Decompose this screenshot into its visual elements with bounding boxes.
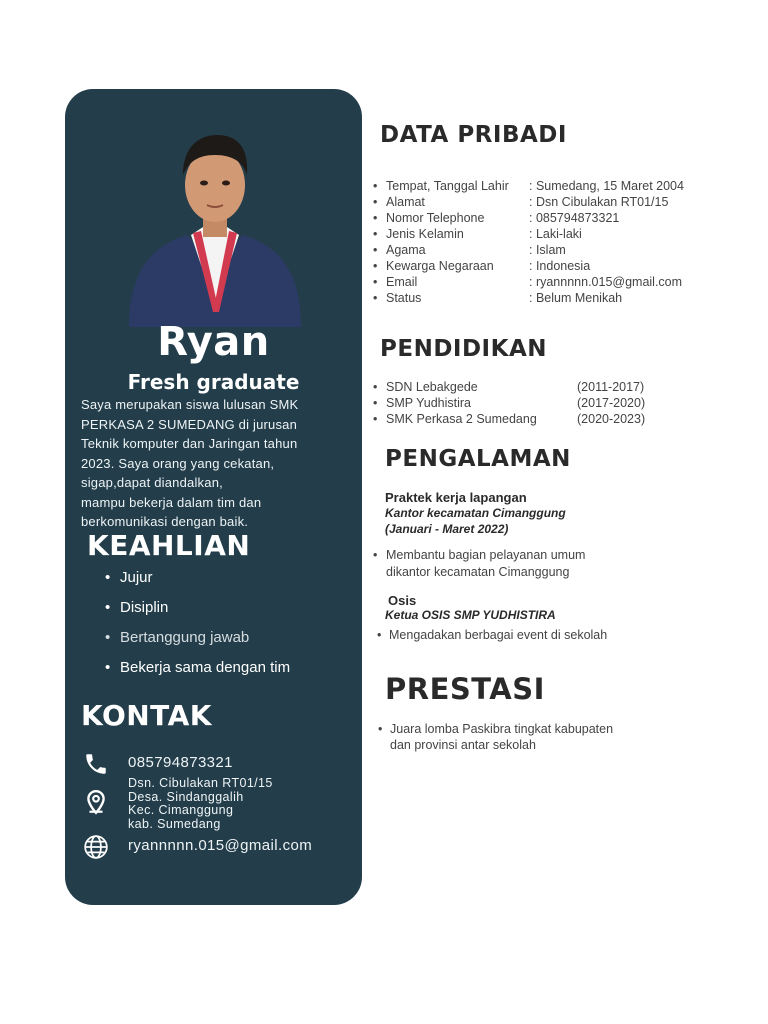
profile-photo: [127, 117, 303, 327]
job-description-line: Mengadakan berbagai event di sekolah: [389, 628, 608, 642]
field-label: Status: [386, 291, 422, 305]
about-line: 2023. Saya orang yang cekatan,: [81, 455, 275, 471]
field-label: Email: [386, 275, 418, 289]
address-line: kab. Sumedang: [128, 816, 221, 831]
person-role: Fresh graduate: [127, 370, 300, 394]
field-value: : Dsn Cibulakan RT01/15: [529, 195, 669, 209]
skills-list: [105, 567, 290, 687]
personal-data-heading: DATA PRIBADI: [380, 122, 567, 148]
field-label: Jenis Kelamin: [386, 227, 464, 241]
job-place: Kantor kecamatan Cimanggung: [385, 506, 566, 520]
achievement-line: dan provinsi antar sekolah: [390, 738, 536, 752]
about-line: sigap,dapat diandalkan,: [81, 475, 223, 490]
school-name: SMP Yudhistira: [386, 396, 472, 410]
field-value: : Islam: [529, 243, 566, 257]
about-line: mampu bekerja dalam tim dan: [81, 494, 262, 510]
address-line: Kec. Cimanggung: [128, 803, 234, 817]
sidebar-panel: [65, 89, 362, 905]
field-value: : Belum Menikah: [529, 291, 623, 305]
email-link[interactable]: ryannnnn.015@gmail.com: [128, 837, 313, 854]
experience-heading: PENGALAMAN: [385, 446, 571, 472]
field-value: : ryannnnn.015@gmail.com: [529, 275, 683, 289]
field-value: : 085794873321: [529, 211, 620, 225]
school-years: (2020-2023): [577, 412, 646, 426]
skills-heading: KEAHLIAN: [87, 529, 251, 562]
job-title: Osis: [388, 593, 417, 608]
achievements-heading: PRESTASI: [385, 672, 545, 706]
about-line: PERKASA 2 SUMEDANG di jurusan: [81, 416, 298, 432]
globe-icon: [83, 834, 109, 860]
school-name: SMK Perkasa 2 Sumedang: [386, 412, 537, 426]
skill-item: • Jujur: [105, 567, 290, 597]
address-block: [128, 777, 273, 831]
school-name: SDN Lebakgede: [386, 380, 478, 394]
about-line: Teknik komputer dan Jaringan tahun: [81, 436, 298, 451]
list-bullet: •: [378, 722, 383, 736]
skill-item: • Disiplin: [105, 597, 290, 627]
job-description-line: dikantor kecamatan Cimanggung: [386, 565, 570, 579]
job-role: Ketua OSIS SMP YUDHISTIRA: [385, 608, 556, 622]
about-text: [81, 395, 351, 532]
location-pin-icon: [83, 789, 109, 815]
field-label: Alamat: [386, 195, 425, 209]
address-line: Dsn. Cibulakan RT01/15: [128, 776, 273, 790]
education-heading: PENDIDIKAN: [380, 336, 547, 362]
list-bullet: •: [373, 548, 378, 562]
about-line: Saya merupakan siswa lulusan SMK: [81, 397, 299, 412]
school-years: (2011-2017): [577, 380, 645, 394]
phone-number[interactable]: 085794873321: [128, 754, 233, 771]
field-value: : Sumedang, 15 Maret 2004: [529, 179, 684, 193]
job-title: Praktek kerja lapangan: [385, 490, 527, 505]
list-bullet: •: [377, 628, 382, 642]
person-name: Ryan: [157, 319, 270, 365]
field-label: Nomor Telephone: [386, 211, 485, 225]
address-line: Desa. Sindanggalih: [128, 789, 244, 804]
field-label: Agama: [386, 243, 426, 257]
skill-item: • Bekerja sama dengan tim: [105, 657, 290, 687]
achievement-line: Juara lomba Paskibra tingkat kabupaten: [390, 722, 614, 736]
phone-icon: [83, 751, 109, 777]
job-period: (Januari - Maret 2022): [385, 522, 509, 536]
field-label: Kewarga Negaraan: [386, 259, 494, 273]
job-description-line: Membantu bagian pelayanan umum: [386, 548, 586, 562]
field-label: Tempat, Tanggal Lahir: [386, 179, 509, 193]
contact-heading: KONTAK: [81, 699, 212, 732]
field-value: : Laki-laki: [529, 227, 582, 241]
about-line: berkomunikasi dengan baik.: [81, 514, 249, 529]
skill-item: • Bertanggung jawab: [105, 627, 290, 657]
field-value: : Indonesia: [529, 259, 591, 273]
school-years: (2017-2020): [577, 396, 646, 410]
